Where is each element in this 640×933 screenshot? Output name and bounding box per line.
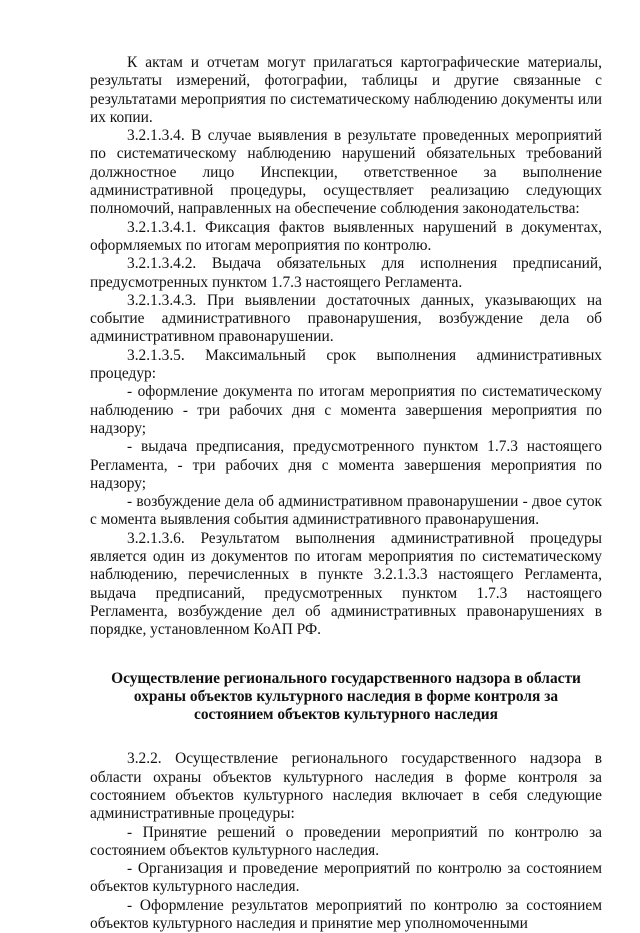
paragraph-3-2-1-3-6: 3.2.1.3.6. Результатом выполнения административной процедуры является один из документов по итогам мероприятия по систематическому наблюдению, перечисленных в пункте 3.2.1.3.3 настоящего Регламента, выдача предписаний, предусмотренных пунктом 1.7.3 настоящего Регламента, возбуждение дел об административных правонарушениях в порядке, установленном КоАП РФ. — [90, 529, 602, 639]
paragraph-attachments: К актам и отчетам могут прилагаться картографические материалы, результаты измерений, фотографии, таблицы и другие связанные с результатами мероприятия по систематическому наблюдению документы или их копии. — [90, 54, 602, 126]
paragraph-3-2-1-3-4-1: 3.2.1.3.4.1. Фиксация фактов выявленных нарушений в документах, оформляемых по итогам мероприятия по контролю. — [90, 218, 602, 254]
paragraph-3-2-1-3-4-3: 3.2.1.3.4.3. При выявлении достаточных данных, указывающих на событие административного правонарушения, возбуждение дела об административном правонарушении. — [90, 291, 602, 346]
paragraph-3-2-2: 3.2.2. Осуществление регионального государственного надзора в области охраны объектов культурного наследия в форме контроля за состоянием объектов культурного наследия включает в себя следующие административные процедуры: — [90, 750, 602, 823]
section-heading: Осуществление регионального государственного надзора в области охраны объектов культурного наследия в форме контроля за состоянием объектов культурного наследия — [111, 669, 581, 724]
list-item-deadline-case: - возбуждение дела об административном правонарушении - двое суток с момента выявления события административного правонарушения. — [90, 493, 602, 529]
paragraph-3-2-1-3-5: 3.2.1.3.5. Максимальный срок выполнения административных процедур: — [90, 346, 602, 383]
list-item-organization: - Организация и проведение мероприятий по контролю за состоянием объектов культурного наследия. — [90, 860, 602, 896]
paragraph-3-2-1-3-4-2: 3.2.1.3.4.2. Выдача обязательных для исполнения предписаний, предусмотренных пунктом 1.7.3 настоящего Регламента. — [90, 255, 602, 291]
list-item-results: - Оформление результатов мероприятий по контролю за состоянием объектов культурного наследия и принятие мер уполномоченными — [90, 896, 602, 933]
list-item-deadline-order: - выдача предписания, предусмотренного пунктом 1.7.3 настоящего Регламента, - три рабочих дня с момента завершения мероприятия по надзору; — [90, 438, 602, 492]
list-item-decision: - Принятие решений о проведении мероприятий по контролю за состоянием объектов культурного наследия. — [90, 823, 602, 859]
list-item-deadline-document: - оформление документа по итогам мероприятия по систематическому наблюдению - три рабочих дня с момента завершения мероприятия по надзору; — [90, 383, 602, 437]
paragraph-3-2-1-3-4: 3.2.1.3.4. В случае выявления в результате проведенных мероприятий по систематическому наблюдению нарушений обязательных требований должностное лицо Инспекции, ответственное за выполнение административной процедуры, осуществляет реализацию следующих полномочий, направленных на обеспечение соблюдения законодательства: — [90, 127, 602, 218]
